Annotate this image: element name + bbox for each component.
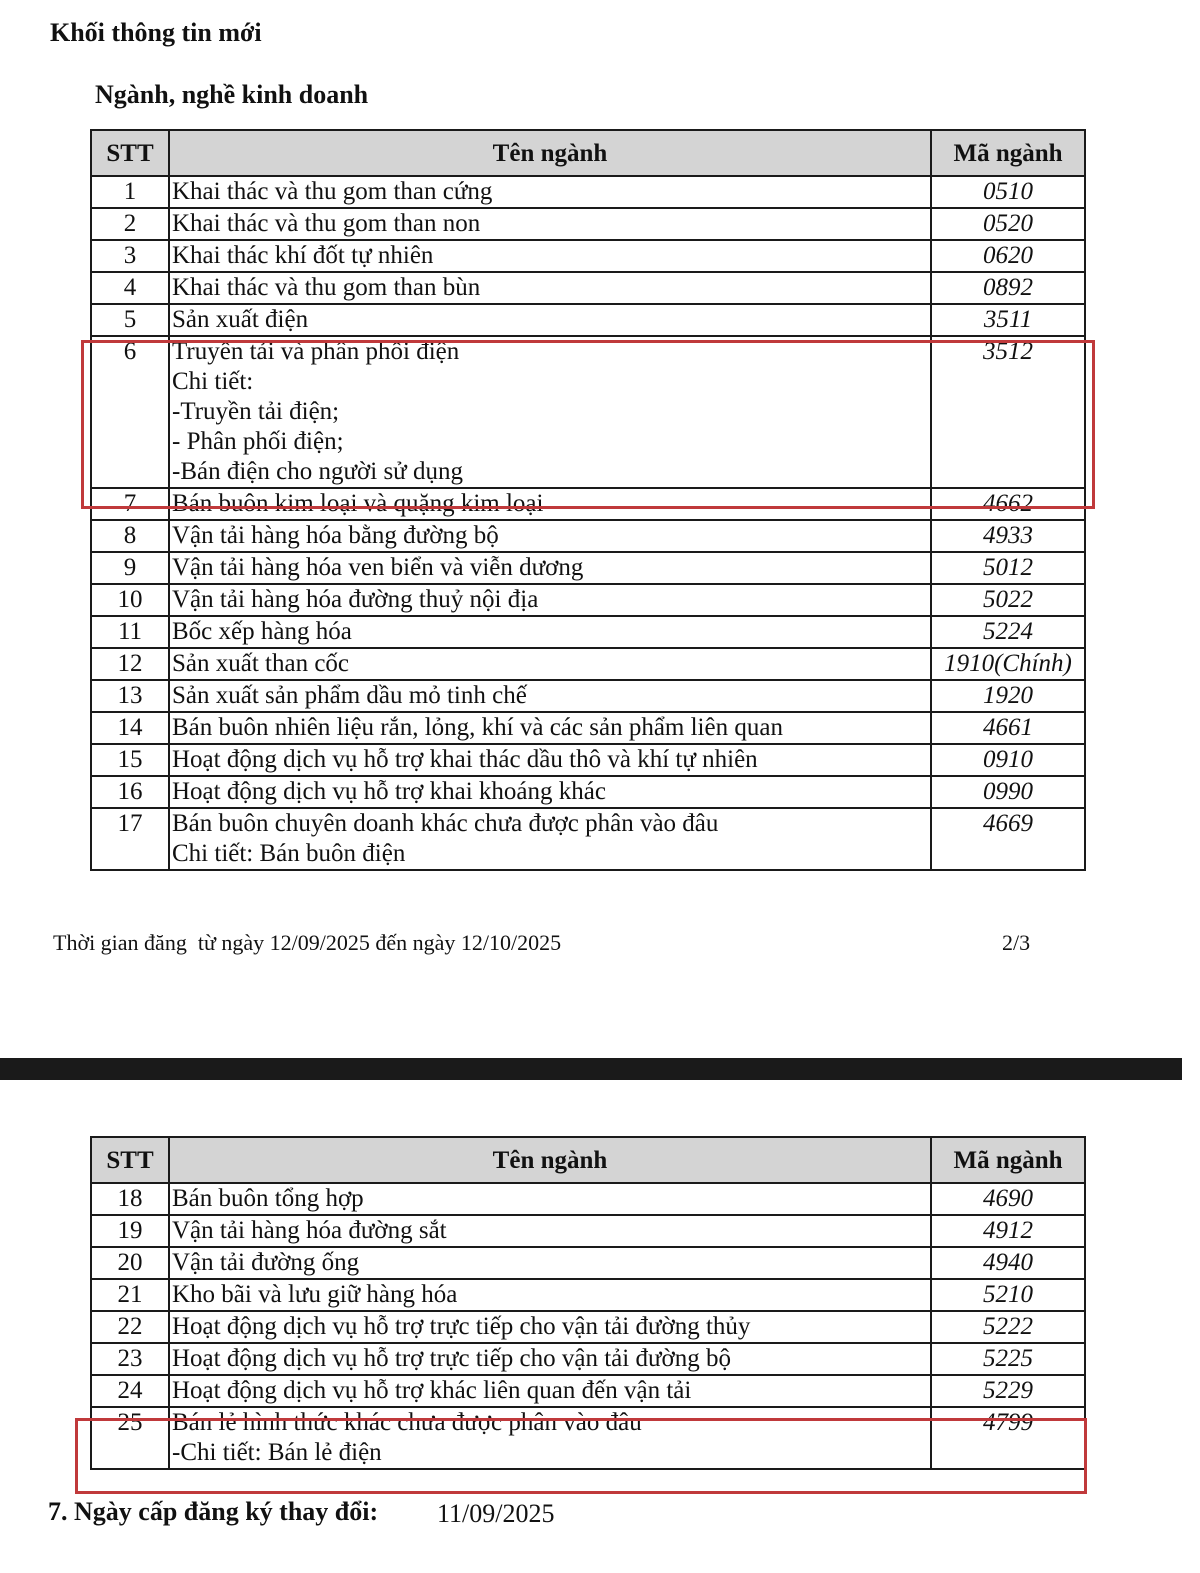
table-row (91, 680, 1085, 712)
row-stt: 20 (91, 1247, 169, 1279)
table-row (91, 1183, 1085, 1215)
row-name-line: Vận tải hàng hóa đường thuỷ nội địa (172, 586, 539, 613)
row-name-line: Hoạt động dịch vụ hỗ trợ trực tiếp cho vận tải đường bộ (172, 1345, 731, 1372)
row-name (169, 336, 931, 488)
row-name-line: Sản xuất sản phẩm dầu mỏ tinh chế (172, 682, 527, 709)
row-name-line: Sản xuất điện (172, 306, 309, 333)
table-row (91, 1247, 1085, 1279)
row-name (169, 584, 931, 616)
row-name-line: Hoạt động dịch vụ hỗ trợ trực tiếp cho vận tải đường thủy (172, 1313, 751, 1340)
table-row (91, 584, 1085, 616)
row-code: 0892 (931, 272, 1085, 304)
header-stt: STT (91, 130, 169, 176)
table-row (91, 208, 1085, 240)
row-code: 5224 (931, 616, 1085, 648)
change-date-label: 7. Ngày cấp đăng ký thay đổi: (48, 1497, 379, 1526)
header-code: Mã ngành (931, 1137, 1085, 1183)
row-name-line: Sản xuất than cốc (172, 650, 350, 677)
table-row (91, 648, 1085, 680)
row-name (169, 616, 931, 648)
row-name (169, 304, 931, 336)
row-stt: 14 (91, 712, 169, 744)
row-code: 4799 (931, 1407, 1085, 1469)
change-date-value: 11/09/2025 (437, 1499, 555, 1528)
table-row (91, 304, 1085, 336)
row-code: 4933 (931, 520, 1085, 552)
row-stt: 8 (91, 520, 169, 552)
header-stt: STT (91, 1137, 169, 1183)
row-stt: 2 (91, 208, 169, 240)
business-lines-table-page-3 (90, 1136, 1086, 1470)
business-lines-table-page-2 (90, 129, 1086, 871)
block-title: Khối thông tin mới (50, 18, 262, 47)
table-row (91, 520, 1085, 552)
row-name (169, 1407, 931, 1469)
row-name-line: Khai thác khí đốt tự nhiên (172, 242, 434, 269)
row-name-line: Bán lẻ hình thức khác chưa được phân vào đâu (172, 1409, 642, 1436)
row-name (169, 552, 931, 584)
row-code: 5210 (931, 1279, 1085, 1311)
row-code: 0990 (931, 776, 1085, 808)
row-stt: 9 (91, 552, 169, 584)
row-name (169, 648, 931, 680)
table-row (91, 1215, 1085, 1247)
row-name (169, 712, 931, 744)
row-name-line: Khai thác và thu gom than cứng (172, 178, 493, 205)
table-header-row (91, 1137, 1085, 1183)
row-name (169, 1183, 931, 1215)
row-code: 4912 (931, 1215, 1085, 1247)
table-row (91, 616, 1085, 648)
row-stt: 24 (91, 1375, 169, 1407)
row-code: 1910(Chính) (931, 648, 1085, 680)
row-code: 4690 (931, 1183, 1085, 1215)
row-name-line: -Chi tiết: Bán lẻ điện (172, 1439, 382, 1466)
row-stt: 16 (91, 776, 169, 808)
row-name-line: Chi tiết: (172, 368, 254, 395)
row-code: 5012 (931, 552, 1085, 584)
row-code: 3511 (931, 304, 1085, 336)
row-stt: 19 (91, 1215, 169, 1247)
row-code: 0510 (931, 176, 1085, 208)
row-name-line: Vận tải hàng hóa đường sắt (172, 1217, 447, 1244)
row-name-line: Hoạt động dịch vụ hỗ trợ khai khoáng khác (172, 778, 606, 805)
row-name (169, 680, 931, 712)
row-name-line: Bán buôn nhiên liệu rắn, lỏng, khí và các sản phẩm liên quan (172, 714, 783, 741)
table-body (91, 1183, 1085, 1469)
row-name-line: Khai thác và thu gom than non (172, 210, 481, 237)
row-name (169, 176, 931, 208)
row-stt: 4 (91, 272, 169, 304)
table-row (91, 1407, 1085, 1469)
row-name-line: -Bán điện cho người sử dụng (172, 458, 463, 485)
row-stt: 6 (91, 336, 169, 488)
row-stt: 3 (91, 240, 169, 272)
row-name (169, 808, 931, 870)
row-name-line: Chi tiết: Bán buôn điện (172, 840, 406, 867)
page-divider (0, 1058, 1182, 1080)
table-row (91, 240, 1085, 272)
row-stt: 10 (91, 584, 169, 616)
row-code: 4940 (931, 1247, 1085, 1279)
row-code: 0520 (931, 208, 1085, 240)
row-code: 5225 (931, 1343, 1085, 1375)
row-name (169, 1375, 931, 1407)
row-stt: 5 (91, 304, 169, 336)
table-row (91, 176, 1085, 208)
row-name (169, 208, 931, 240)
row-stt: 23 (91, 1343, 169, 1375)
row-name-line: Vận tải hàng hóa ven biển và viễn dương (172, 554, 584, 581)
table-row (91, 712, 1085, 744)
row-code: 0620 (931, 240, 1085, 272)
table-row (91, 336, 1085, 488)
table-row (91, 744, 1085, 776)
row-code: 5229 (931, 1375, 1085, 1407)
row-stt: 12 (91, 648, 169, 680)
row-name-line: Bán buôn tổng hợp (172, 1185, 364, 1212)
row-name-line: - Phân phối điện; (172, 428, 344, 455)
table-row (91, 1375, 1085, 1407)
row-name-line: -Truyền tải điện; (172, 398, 340, 425)
table-row (91, 808, 1085, 870)
table-row (91, 488, 1085, 520)
header-name: Tên ngành (169, 130, 931, 176)
row-code: 5022 (931, 584, 1085, 616)
row-name-line: Kho bãi và lưu giữ hàng hóa (172, 1281, 458, 1308)
section-title: Ngành, nghề kinh doanh (95, 80, 369, 109)
table-body (91, 176, 1085, 870)
table-row (91, 1279, 1085, 1311)
table-row (91, 1311, 1085, 1343)
row-stt: 7 (91, 488, 169, 520)
row-name (169, 744, 931, 776)
row-code: 3512 (931, 336, 1085, 488)
row-name (169, 1215, 931, 1247)
row-code: 1920 (931, 680, 1085, 712)
table-header-row (91, 130, 1085, 176)
row-name-line: Hoạt động dịch vụ hỗ trợ khai thác dầu thô và khí tự nhiên (172, 746, 758, 773)
row-stt: 13 (91, 680, 169, 712)
header-name: Tên ngành (169, 1137, 931, 1183)
page-number: 2/3 (1002, 930, 1031, 955)
row-name (169, 1311, 931, 1343)
row-stt: 21 (91, 1279, 169, 1311)
row-stt: 15 (91, 744, 169, 776)
table-row (91, 1343, 1085, 1375)
row-name-line: Vận tải đường ống (172, 1249, 360, 1276)
row-code: 0910 (931, 744, 1085, 776)
row-name (169, 1279, 931, 1311)
header-code: Mã ngành (931, 130, 1085, 176)
row-stt: 18 (91, 1183, 169, 1215)
row-name (169, 1247, 931, 1279)
row-stt: 22 (91, 1311, 169, 1343)
row-stt: 11 (91, 616, 169, 648)
row-code: 4662 (931, 488, 1085, 520)
row-name (169, 776, 931, 808)
row-name (169, 520, 931, 552)
row-stt: 1 (91, 176, 169, 208)
row-name (169, 240, 931, 272)
row-name-line: Vận tải hàng hóa bằng đường bộ (172, 522, 499, 549)
row-name-line: Khai thác và thu gom than bùn (172, 274, 481, 301)
table-row (91, 552, 1085, 584)
row-name-line: Bốc xếp hàng hóa (172, 618, 352, 645)
posting-period: Thời gian đăng từ ngày 12/09/2025 đến ngày 12/10/2025 (53, 930, 562, 955)
row-code: 4669 (931, 808, 1085, 870)
row-code: 4661 (931, 712, 1085, 744)
row-name-line: Truyền tải và phân phối điện (172, 338, 460, 365)
table-row (91, 776, 1085, 808)
row-stt: 17 (91, 808, 169, 870)
row-name-line: Bán buôn kim loại và quặng kim loại (172, 490, 544, 517)
row-name (169, 272, 931, 304)
row-name (169, 488, 931, 520)
table-row (91, 272, 1085, 304)
row-name-line: Hoạt động dịch vụ hỗ trợ khác liên quan đến vận tải (172, 1377, 692, 1404)
row-code: 5222 (931, 1311, 1085, 1343)
row-stt: 25 (91, 1407, 169, 1469)
row-name-line: Bán buôn chuyên doanh khác chưa được phân vào đâu (172, 810, 719, 837)
row-name (169, 1343, 931, 1375)
